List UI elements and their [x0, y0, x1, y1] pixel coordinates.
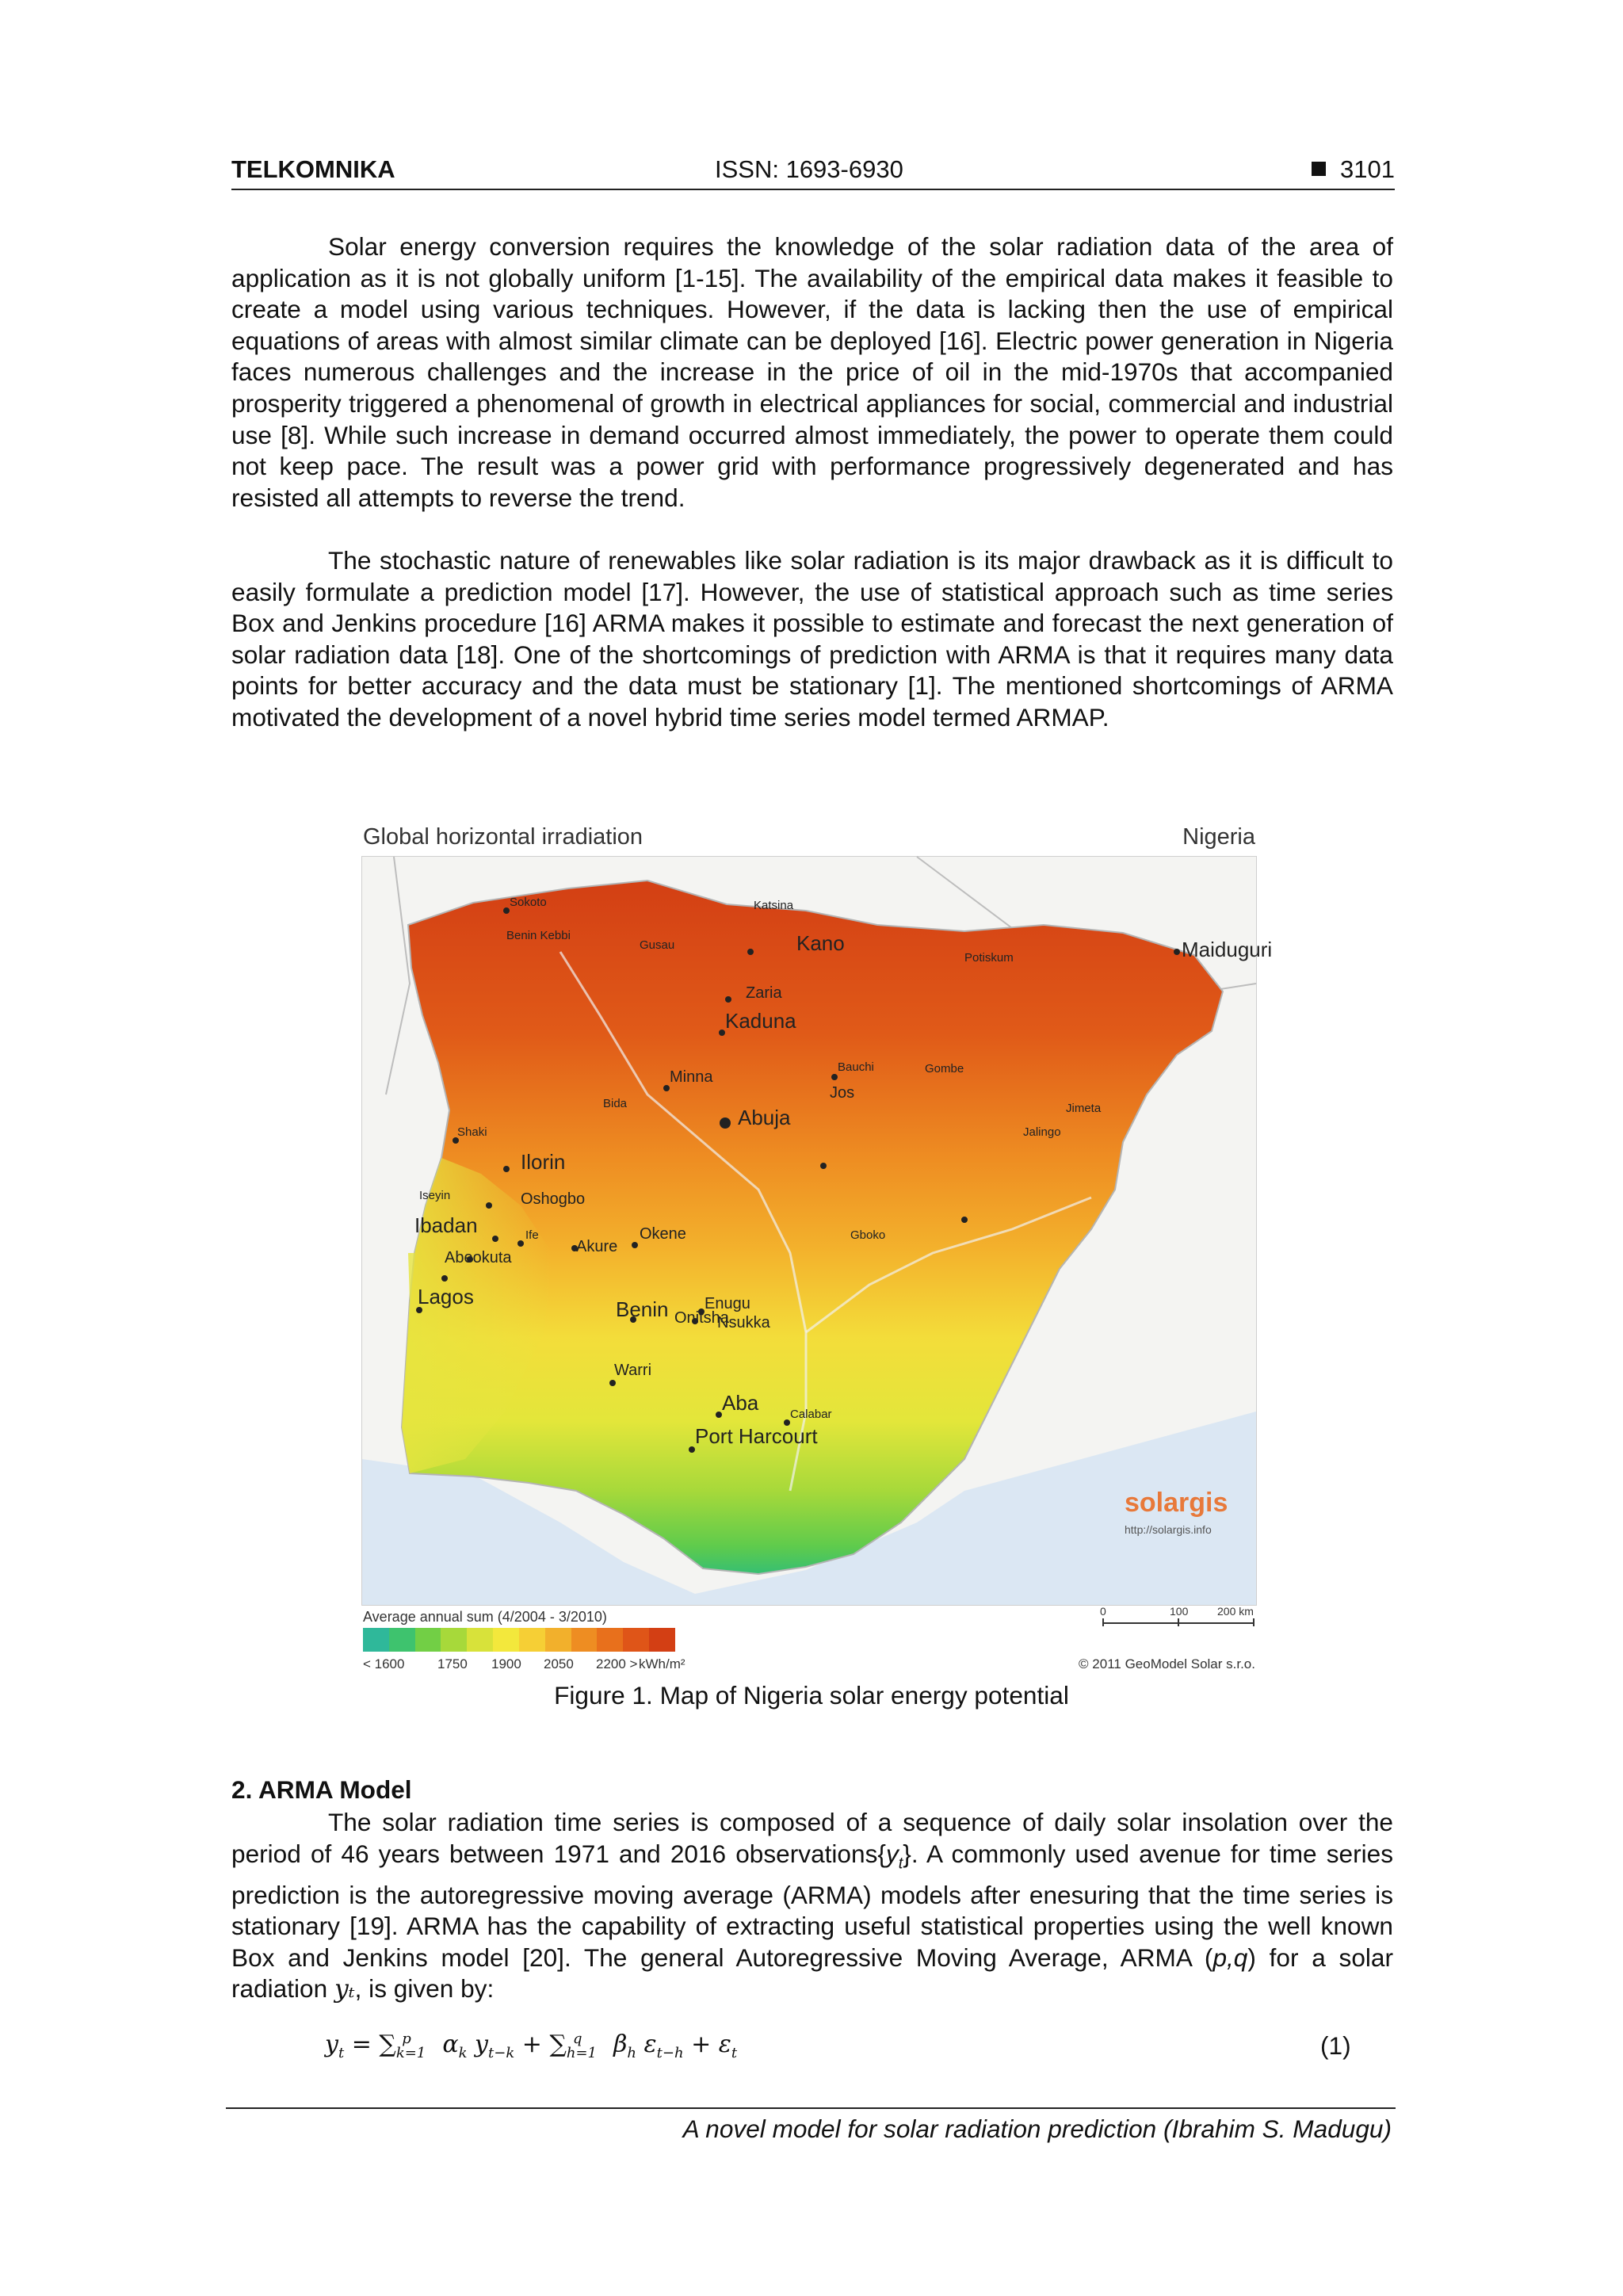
legend-color-bar [363, 1628, 675, 1652]
city-label: Sokoto [510, 896, 547, 909]
paragraph-3-text-cont: }. A commonly used avenue for time series prediction is the autoregressive moving average (ARMA) models after enesuring that the time series is stationary [19]. ARMA has the capability of extracting useful statistical properties using the well known Box and Jenkins model [20]. The general Autoregressive Moving Average, ARMA ( [231, 1839, 1393, 1972]
city-label: Lagos [418, 1285, 474, 1308]
city-label: Benin [616, 1297, 669, 1321]
city-label: Onitsha [674, 1309, 729, 1327]
paragraph-3-text: The solar radiation time series is composed of a sequence of daily solar insolation over the period of 46 years between 1971 and 2016 observations{ [231, 1808, 1393, 1868]
header-rule [231, 189, 1395, 190]
legend-swatch [649, 1628, 675, 1652]
scale-bar-graphic [1095, 1606, 1262, 1637]
running-footer: A novel model for solar radiation prediction (Ibrahim S. Madugu) [682, 2115, 1392, 2143]
scale-label: 0 [1100, 1605, 1106, 1618]
legend-swatch [519, 1628, 545, 1652]
city-label: Port Harcourt [695, 1424, 818, 1448]
city-label: Benin Kebbi [506, 929, 571, 942]
subscript-t: t [898, 1854, 903, 1872]
city-label: Jimeta [1066, 1102, 1102, 1115]
legend-label: 2050 [544, 1656, 574, 1671]
map-title: Global horizontal irradiation [363, 824, 643, 850]
city-label: Gombe [925, 1062, 964, 1075]
page-number [1312, 155, 1395, 184]
map-region: Nigeria [1182, 824, 1255, 850]
city-label: Ibadan [414, 1213, 478, 1237]
city-label: Aba [722, 1391, 759, 1415]
footer-rule [226, 2107, 1396, 2109]
arma-order: p,q [1212, 1943, 1248, 1972]
square-bullet-icon [1312, 162, 1326, 176]
city-label: Bida [603, 1097, 628, 1110]
equation-number: (1) [1320, 2031, 1351, 2060]
paragraph-3-text-end: ) for a solar radiation [231, 1943, 1394, 2004]
city-label: Calabar [790, 1408, 832, 1421]
legend-label: kWh/m² [639, 1656, 685, 1671]
map-frame [361, 856, 1273, 1606]
scale-label: 100 [1170, 1605, 1189, 1618]
city-label: Oshogbo [521, 1190, 586, 1208]
paragraph-1 [231, 231, 1393, 514]
journal-name: TELKOMNIKA [231, 155, 395, 183]
figure-1 [361, 821, 1273, 1671]
city-label: Iseyin [419, 1189, 451, 1202]
city-label: Gusau [640, 938, 675, 952]
running-header [231, 155, 1395, 187]
city-label: Ilorin [521, 1150, 566, 1174]
legend-label: < 1600 [363, 1656, 405, 1671]
city-label: Potiskum [964, 951, 1014, 965]
city-label: Jos [830, 1084, 855, 1102]
paragraph-3 [231, 1807, 1393, 2006]
variable-y: y [885, 1839, 899, 1868]
figure-caption: Figure 1. Map of Nigeria solar energy potential [554, 1681, 1069, 1710]
equation-1: $y_t = \sum_{k=1}^p$ $\alpha_k$ $y_{t-k} + \sum_{h=1}^q$ $\beta_h$ $\varepsilon_{t-h} + \varepsilon_t$ [325, 2030, 738, 2061]
paragraph-2 [231, 545, 1393, 734]
city-label: Ife [525, 1228, 539, 1242]
city-label: Okene [640, 1225, 686, 1243]
legend-swatch [389, 1628, 415, 1652]
legend-swatch [441, 1628, 467, 1652]
city-label: Bauchi [838, 1060, 874, 1074]
city-label: Maiduguri [1182, 938, 1273, 961]
paragraph-1-text: Solar energy conversion requires the knowledge of the solar radiation data of the area of application as it is not globally uniform [1-15]. The availability of the empirical data makes it feasible to create a model using various techniques. However, if the data is lacking then the use of empirical equations of areas with almost similar climate can be deployed [16]. Electric power generation in Nigeria faces numerous challenges and the increase in the price of oil in the mid-1970s that accompanied prosperity triggered a phenomenal of growth in electrical appliances for social, commercial and industrial use [8]. While such increase in demand occurred almost immediately, the power to operate them could not keep pace. The result was a power grid with performance progressively degenerated and has resisted all attempts to reverse the trend. [231, 232, 1393, 512]
city-label: Warri [614, 1362, 652, 1379]
city-label: Enugu [705, 1295, 750, 1312]
legend-swatch [415, 1628, 441, 1652]
nigeria-irradiation-map [362, 857, 1273, 1605]
legend-swatch [363, 1628, 389, 1652]
city-label: Jalingo [1023, 1125, 1061, 1139]
solargis-logo: solargis [1125, 1488, 1228, 1518]
legend-swatch [467, 1628, 493, 1652]
page-number-text: 3101 [1340, 155, 1395, 183]
city-label: Nsukka [717, 1314, 770, 1331]
city-label: Shaki [457, 1125, 487, 1139]
paragraph-2-text: The stochastic nature of renewables like solar radiation is its major drawback as it is difficult to easily formulate a prediction model [17]. However, the use of statistical approach such as time series Box and Jenkins procedure [16] ARMA makes it possible to estimate and forecast the next generation of solar radiation data [18]. One of the shortcomings of prediction with ARMA is that it requires many data points for better accuracy and the data must be stationary [1]. The mentioned shortcomings of ARMA motivated the development of a novel hybrid time series model termed ARMAP. [231, 546, 1393, 732]
city-label: Minna [670, 1068, 713, 1086]
legend-swatch [623, 1628, 649, 1652]
variable-yt: yₜ [334, 1975, 355, 2004]
city-label: Katsina [754, 899, 794, 912]
map-scale-bar [1095, 1606, 1262, 1637]
city-label: Abuja [738, 1106, 791, 1129]
legend-swatch [493, 1628, 519, 1652]
city-label: Zaria [746, 984, 782, 1002]
legend-title: Average annual sum (4/2004 - 3/2010) [363, 1609, 607, 1625]
solargis-url: http://solargis.info [1125, 1523, 1212, 1536]
legend-swatch [571, 1628, 598, 1652]
copyright: © 2011 GeoModel Solar s.r.o. [1079, 1656, 1255, 1671]
section-heading: 2. ARMA Model [231, 1775, 412, 1804]
city-label: Kaduna [725, 1009, 796, 1033]
legend-label: 1750 [437, 1656, 468, 1671]
city-label: Akure [576, 1238, 618, 1255]
city-label: Kano [796, 931, 845, 955]
legend-label: 1900 [491, 1656, 521, 1671]
city-label: Gboko [850, 1228, 886, 1242]
scale-label: 200 km [1217, 1605, 1254, 1618]
legend-swatch [545, 1628, 571, 1652]
issn: ISSN: 1693-6930 [715, 155, 903, 183]
legend-label: 2200 > [596, 1656, 638, 1671]
legend-swatch [597, 1628, 623, 1652]
paragraph-3-tail: , is given by: [354, 1974, 495, 2004]
city-label: Abeokuta [445, 1249, 512, 1266]
